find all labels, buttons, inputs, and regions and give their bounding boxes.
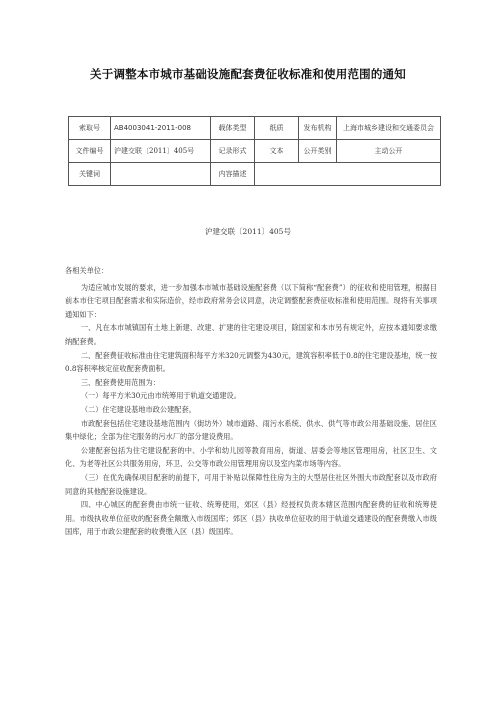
document-number: 沪建交联〔2011〕405号 (205, 227, 291, 236)
metadata-row (69, 140, 441, 163)
public-value: 主动公开 (337, 140, 441, 163)
paragraph: 公建配套包括为住宅建设配套的中、小学和幼儿园等教育用房，街道、居委会等地区管理用房，社区卫生、文化、为老等社区公共服务用房，环卫、公交等市政公用管理用房以及室内菜市场等内容。 (65, 445, 437, 469)
carrier-value: 纸质 (255, 117, 299, 140)
paragraph: （二）住宅建设基地市政公建配套。 (80, 404, 196, 414)
document-title: 关于调整本市城市基础设施配套费征收标准和使用范围的通知 (90, 67, 406, 81)
metadata-table (68, 116, 441, 186)
issuer-label: 发布机构 (299, 117, 337, 140)
keyword-label: 关键词 (69, 163, 111, 186)
document-body (65, 264, 437, 539)
paragraph: （一）每平方米30元由市统筹用于轨道交通建设。 (80, 391, 241, 401)
salutation: 各相关单位： (65, 266, 109, 275)
desc-value (255, 163, 441, 186)
paragraph: 市政配套包括住宅建设基地范围内（街坊外）城市道路、雨污水系统、供水、供气等市政公用基础设施、居住区集中绿化；全部为住宅服务的污水厂的部分建设费用。 (65, 418, 437, 442)
paragraph: 一、凡在本市城镇国有土地上新建、改建、扩建的住宅建设项目，除国家和本市另有规定外，应按本通知要求缴纳配套费。 (65, 323, 437, 346)
metadata-row (69, 117, 441, 140)
paragraph: （三）在优先确保项目配套的前提下，可用于补贴以保障性住房为主的大型居住社区外围大市政配套以及市政府同意的其他配套设施建设。 (65, 472, 437, 496)
carrier-label: 载体类型 (211, 117, 255, 140)
paragraph: 二、配套费征收标准由住宅建筑面积每平方米320元调整为430元，建筑容积率低于0.8的住宅建设基地，统一按0.8容积率核定征收配套费面积。 (65, 350, 437, 374)
docno-value: 沪建交联〔2011〕405号 (111, 140, 211, 163)
paragraph: 三、配套费使用范围为： (80, 377, 160, 387)
index-label: 索取号 (69, 117, 111, 140)
paragraph: 四、中心城区的配套费由市统一征收、统筹使用，郊区（县）经授权负责本辖区范围内配套费的征收和统筹使用。市级执收单位征收的配套费全额缴入市级国库；郊区（县）执收单位征收的用于轨道交通建设的配套费缴入市级国库，用于市政公建配套的收费缴入区（县）级国库。 (65, 500, 437, 537)
issuer-value: 上海市城乡建设和交通委员会 (337, 117, 441, 140)
paragraph: 为适应城市发展的要求，进一步加强本市城市基础设施配套费（以下简称“配套费”）的征收和使用管理，根据目前本市住宅项目配套需求和实际造价，经市政府常务会议同意，决定调整配套费征收标准和使用范围。现将有关事项通知如下： (65, 282, 437, 319)
record-label: 记录形式 (211, 140, 255, 163)
docno-label: 文件编号 (69, 140, 111, 163)
desc-label: 内容描述 (211, 163, 255, 186)
index-value: AB4003041-2011-008 (111, 117, 211, 140)
keyword-value (111, 163, 211, 186)
public-label: 公开类别 (299, 140, 337, 163)
record-value: 文本 (255, 140, 299, 163)
metadata-row (69, 163, 441, 186)
